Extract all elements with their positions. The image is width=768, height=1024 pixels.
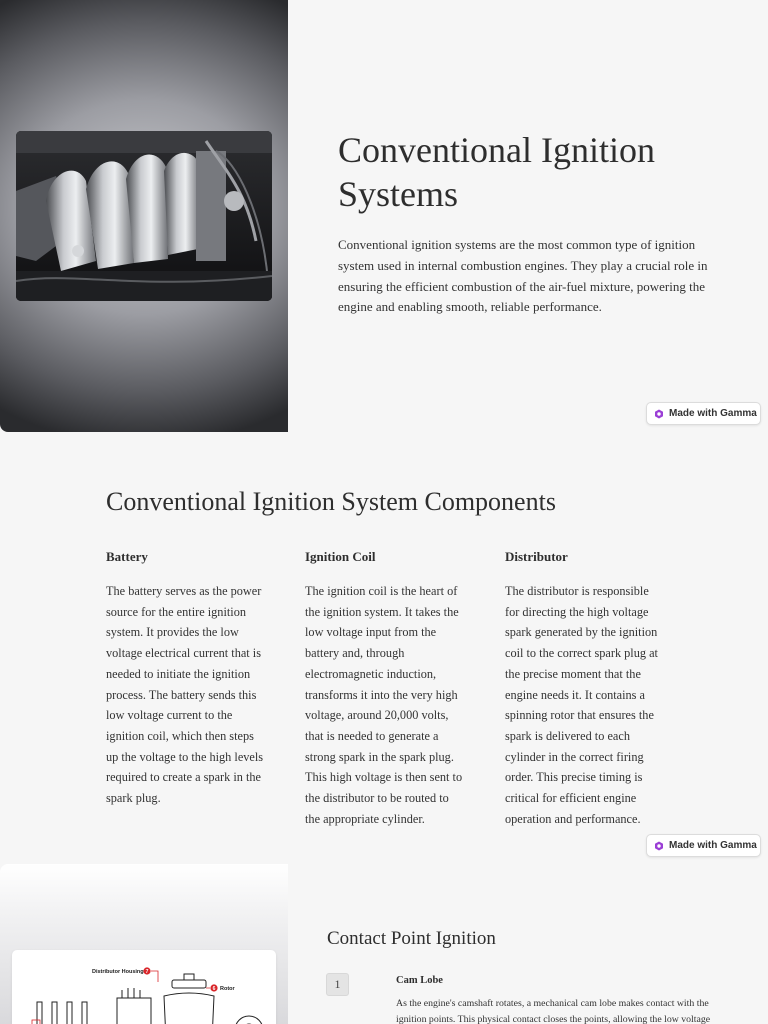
step-text: As the engine's camshaft rotates, a mechanical cam lobe makes contact with the ignition points. This physical contact closes the points, allowing the low voltage [396, 998, 711, 1024]
intro-paragraph: Conventional ignition systems are the most common type of ignition system used in internal combustion engines. They play a crucial role in ensuring the efficient combustion of the air-fuel mixture, powering the engine and enabling smooth, reliable performance. [338, 237, 708, 315]
column-heading: Distributor [505, 549, 568, 564]
marker-rotor-number: 6 [212, 986, 216, 992]
badge-label: Made with Gamma [669, 840, 757, 851]
column-text: The battery serves as the power source for the entire ignition system. It provides the low voltage electrical current that is needed to initiate the ignition process. The battery sends this low voltage current to the ignition coil, which then steps up the voltage to the high levels required to create a spark in the spark plug. [106, 584, 264, 806]
component-column-distributor [505, 548, 665, 829]
distributor-diagram-drawing [12, 950, 276, 1024]
made-with-gamma-badge[interactable] [646, 834, 761, 857]
slide-intro [0, 0, 768, 432]
distributor-diagram [12, 950, 276, 1024]
column-heading: Ignition Coil [305, 549, 376, 564]
engine-illustration [16, 131, 272, 301]
components-title: Conventional Ignition System Components [106, 487, 556, 516]
marker-housing-number: 7 [145, 969, 149, 975]
step-number-badge: 1 [326, 973, 349, 996]
gamma-logo-icon [654, 841, 664, 851]
page-title: Conventional Ignition Systems [338, 130, 655, 214]
diagram-panel [0, 864, 288, 1024]
slide-components [0, 432, 768, 864]
step-heading: Cam Lobe [396, 975, 443, 986]
hero-panel [0, 0, 288, 432]
column-text: The distributor is responsible for directing the high voltage spark generated by the ignition coil to the correct spark plug at the precise moment that the engine needs it. It contains a spinning rotor that ensures the spark is delivered to each cylinder in the correct firing order. This precise timing is critical for efficient engine operation and performance. [505, 584, 658, 826]
component-column-ignition-coil [305, 548, 465, 829]
gamma-logo-icon [654, 409, 664, 419]
column-text: The ignition coil is the heart of the ignition system. It takes the low voltage input from the battery and, through electromagnetic induction, transforms it into the very high voltage, around 20,000 volts, that is needed to generate a strong spark in the spark plug. This high voltage is then sent to the distributor to be routed to the appropriate cylinder. [305, 584, 463, 826]
label-rotor: Rotor [220, 986, 235, 992]
component-column-battery [106, 548, 266, 809]
badge-label: Made with Gamma [669, 408, 757, 419]
column-heading: Battery [106, 549, 148, 564]
slide-contact-point [0, 864, 768, 1024]
label-distributor-housing: Distributor Housing [92, 969, 144, 975]
made-with-gamma-badge[interactable] [646, 402, 761, 425]
engine-intake-manifold-photo [16, 131, 272, 301]
contact-point-title: Contact Point Ignition [327, 928, 496, 949]
